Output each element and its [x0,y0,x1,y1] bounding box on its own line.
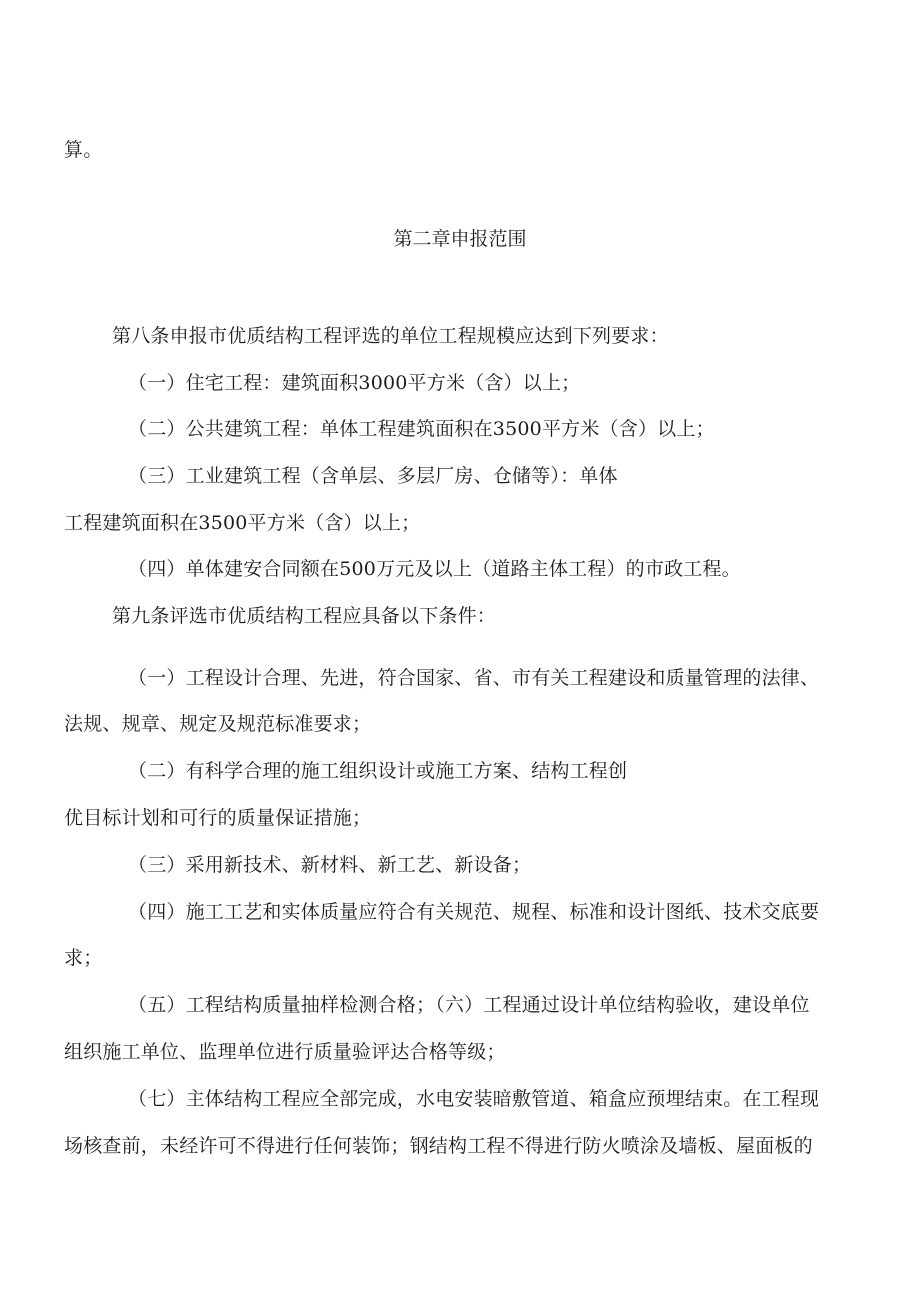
article-9-line-3: （二）有科学合理的施工组织设计或施工方案、结构工程创 [128,760,628,782]
article-8-item-2: （二）公共建筑工程：单体工程建筑面积在3500平方米（含）以上； [128,418,715,440]
article-9-line-9: 组织施工单位、监理单位进行质量验评达合格等级； [64,1041,506,1063]
continuation-text: 算。 [64,139,103,161]
article-9-line-1: （一）工程设计合理、先进，符合国家、省、市有关工程建设和质量管理的法律、 [128,667,820,689]
article-8-item-1: （一）住宅工程：建筑面积3000平方米（含）以上； [128,372,581,394]
article-8-item-3: （三）工业建筑工程（含单层、多层厂房、仓储等）：单体 [128,465,618,487]
chapter-title: 第二章申报范围 [393,228,527,250]
article-9-line-10: （七）主体结构工程应全部完成，水电安装暗敷管道、箱盒应预埋结束。在工程现 [128,1088,820,1110]
article-9-line-4: 优目标计划和可行的质量保证措施； [64,807,372,829]
article-9-line-2: 法规、规章、规定及规范标准要求； [64,713,372,735]
article-9-line-8: （五）工程结构质量抽样检测合格；（六）工程通过设计单位结构验收，建设单位 [128,994,810,1016]
article-9-line-11: 场核查前，未经许可不得进行任何装饰；钢结构工程不得进行防火喷涂及墙板、屋面板的 [64,1135,813,1157]
article-9-line-6: （四）施工工艺和实体质量应符合有关规范、规程、标准和设计图纸、技术交底要 [128,901,820,923]
article-8-title: 第八条申报市优质结构工程评选的单位工程规模应达到下列要求： [112,325,669,347]
article-9-title: 第九条评选市优质结构工程应具备以下条件： [112,605,497,627]
article-9-line-5: （三）采用新技术、新材料、新工艺、新设备； [128,854,532,876]
article-8-item-4: （四）单体建安合同额在500万元及以上（道路主体工程）的市政工程。 [128,558,741,580]
article-8-item-3-cont: 工程建筑面积在3500平方米（含）以上； [64,512,421,534]
article-9-line-7: 求； [64,947,103,969]
